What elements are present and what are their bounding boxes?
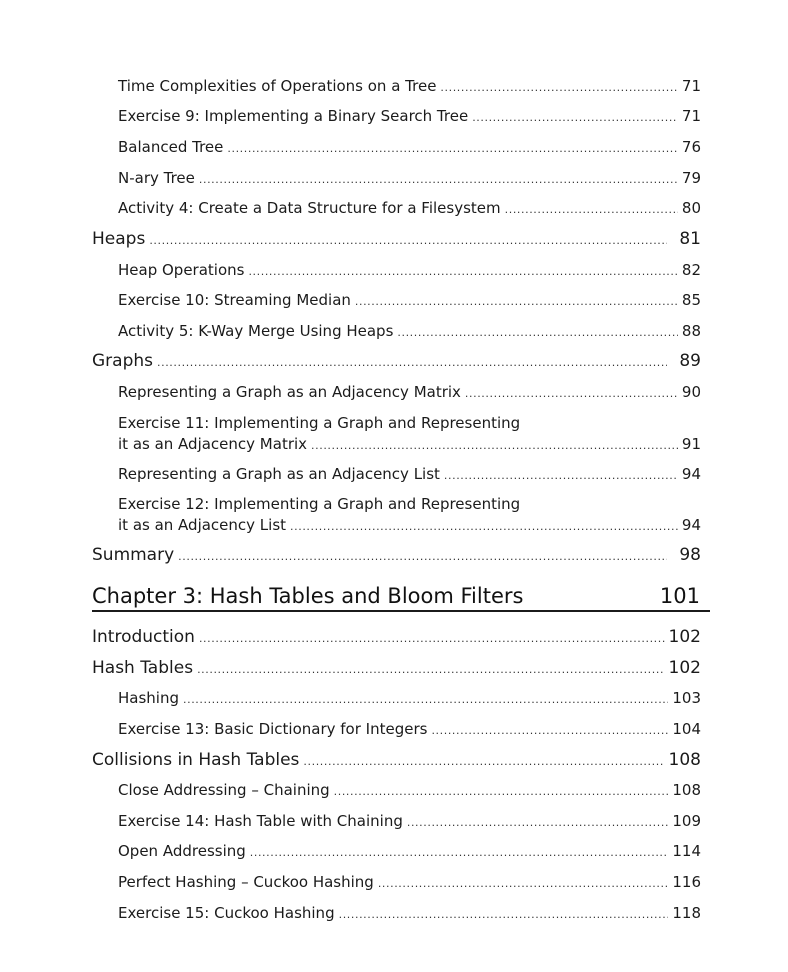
toc-section-title: Heaps	[92, 229, 146, 249]
dot-leader	[465, 387, 678, 400]
toc-entry[interactable]	[118, 465, 701, 483]
toc-entry-title: Open Addressing	[118, 842, 246, 860]
dot-leader	[339, 908, 669, 921]
toc-entry-title: Hashing	[118, 689, 179, 707]
toc-entry-page: 71	[681, 107, 701, 125]
toc-entry[interactable]	[118, 169, 701, 187]
toc-section-page: 81	[679, 229, 701, 249]
toc-section-page: 98	[679, 545, 701, 565]
toc-entry[interactable]	[118, 812, 701, 830]
toc-entry-title: Balanced Tree	[118, 138, 224, 156]
toc-section-page: 108	[668, 750, 701, 770]
toc-section-title: Summary	[92, 545, 175, 565]
toc-entry-title: Activity 5: K-Way Merge Using Heaps	[118, 322, 394, 340]
toc-entry-page: 116	[672, 873, 701, 891]
toc-entry-page: 104	[672, 720, 701, 738]
toc-section[interactable]	[92, 351, 701, 371]
toc-entry-title: Exercise 14: Hash Table with Chaining	[118, 812, 403, 830]
dot-leader	[178, 550, 667, 563]
dot-leader	[183, 693, 668, 706]
toc-entry-page: 85	[681, 291, 701, 309]
dot-leader	[334, 785, 669, 798]
toc-entry[interactable]	[118, 322, 701, 340]
toc-entry-page: 103	[672, 689, 701, 707]
toc-entry-title-line2: it as an Adjacency List	[118, 516, 287, 534]
toc-section-title: Introduction	[92, 627, 195, 647]
toc-section-title: Hash Tables	[92, 658, 194, 678]
toc-entry-page: 94	[681, 465, 701, 483]
toc-entry-title: Exercise 15: Cuckoo Hashing	[118, 904, 335, 922]
dot-leader	[472, 111, 678, 124]
dot-leader	[199, 632, 665, 645]
dot-leader	[440, 81, 677, 94]
dot-leader	[199, 173, 678, 186]
toc-entry-title: Representing a Graph as an Adjacency Matrix	[118, 383, 461, 401]
toc-entry[interactable]	[118, 138, 701, 156]
toc-entry-line2	[118, 516, 701, 534]
toc-entry-title-line2: it as an Adjacency Matrix	[118, 435, 308, 453]
dot-leader	[407, 816, 669, 829]
toc-entry-page: 88	[681, 322, 701, 340]
dot-leader	[149, 234, 667, 247]
toc-entry-title: Representing a Graph as an Adjacency List	[118, 465, 440, 483]
toc-section[interactable]	[92, 750, 701, 770]
toc-entry-multiline[interactable]	[118, 495, 701, 534]
toc-section-title: Collisions in Hash Tables	[92, 750, 300, 770]
toc-entry[interactable]	[118, 383, 701, 401]
toc-entry-title: Exercise 10: Streaming Median	[118, 291, 351, 309]
toc-section[interactable]	[92, 658, 701, 678]
toc-entry-page: 114	[672, 842, 701, 860]
toc-entry[interactable]	[118, 199, 701, 217]
toc-entry-page: 91	[681, 435, 701, 453]
toc-entry[interactable]	[118, 842, 701, 860]
toc-entry-title: Close Addressing – Chaining	[118, 781, 330, 799]
toc-entry[interactable]	[118, 77, 701, 95]
dot-leader	[378, 877, 669, 890]
toc-entry-title: Perfect Hashing – Cuckoo Hashing	[118, 873, 374, 891]
dot-leader	[397, 326, 678, 339]
dot-leader	[227, 142, 678, 155]
dot-leader	[197, 663, 664, 676]
toc-entry[interactable]	[118, 291, 701, 309]
toc-entry-title: Exercise 13: Basic Dictionary for Integers	[118, 720, 428, 738]
toc-section-page: 102	[668, 627, 701, 647]
toc-section[interactable]	[92, 627, 701, 647]
toc-entry-title: Time Complexities of Operations on a Tree	[118, 77, 437, 95]
toc-entry-page: 76	[681, 138, 701, 156]
dot-leader	[157, 356, 667, 369]
toc-entry-title-line1: Exercise 11: Implementing a Graph and Representing	[118, 414, 521, 432]
toc-entry-page: 71	[681, 77, 701, 95]
dot-leader	[248, 265, 677, 278]
dot-leader	[431, 724, 668, 737]
dot-leader	[311, 439, 678, 452]
toc-entry-page: 108	[672, 781, 701, 799]
toc-section[interactable]	[92, 229, 701, 249]
toc-entry-title: N-ary Tree	[118, 169, 195, 187]
toc-entry-title: Heap Operations	[118, 261, 245, 279]
dot-leader	[444, 469, 678, 482]
toc-entry-page: 118	[672, 904, 701, 922]
toc-entry-page: 80	[681, 199, 701, 217]
toc-section[interactable]	[92, 545, 701, 565]
toc-entry[interactable]	[118, 107, 701, 125]
toc-section-page: 89	[679, 351, 701, 371]
chapter-title: Chapter 3: Hash Tables and Bloom Filters	[92, 584, 524, 608]
toc-entry[interactable]	[118, 904, 701, 922]
toc-entry-page: 94	[681, 516, 701, 534]
toc-entry-page: 90	[681, 383, 701, 401]
toc-entry-title: Exercise 9: Implementing a Binary Search Tree	[118, 107, 469, 125]
toc-section-title: Graphs	[92, 351, 154, 371]
toc-entry[interactable]	[118, 873, 701, 891]
dot-leader	[250, 846, 669, 859]
dot-leader	[290, 520, 678, 533]
chapter-page: 101	[659, 584, 700, 608]
toc-entry-line2	[118, 435, 701, 453]
chapter-heading[interactable]	[92, 584, 710, 612]
toc-entry[interactable]	[118, 781, 701, 799]
toc-entry[interactable]	[118, 720, 701, 738]
toc-entry[interactable]	[118, 689, 701, 707]
toc-entry[interactable]	[118, 261, 701, 279]
toc-entry-page: 109	[672, 812, 701, 830]
toc-entry-multiline[interactable]	[118, 414, 701, 453]
dot-leader	[505, 203, 678, 216]
toc-entry-page: 82	[681, 261, 701, 279]
toc-entry-title: Activity 4: Create a Data Structure for a Filesystem	[118, 199, 501, 217]
dot-leader	[303, 755, 664, 768]
dot-leader	[355, 295, 678, 308]
toc-entry-page: 79	[681, 169, 701, 187]
toc-section-page: 102	[668, 658, 701, 678]
toc-entry-title-line1: Exercise 12: Implementing a Graph and Representing	[118, 495, 521, 513]
